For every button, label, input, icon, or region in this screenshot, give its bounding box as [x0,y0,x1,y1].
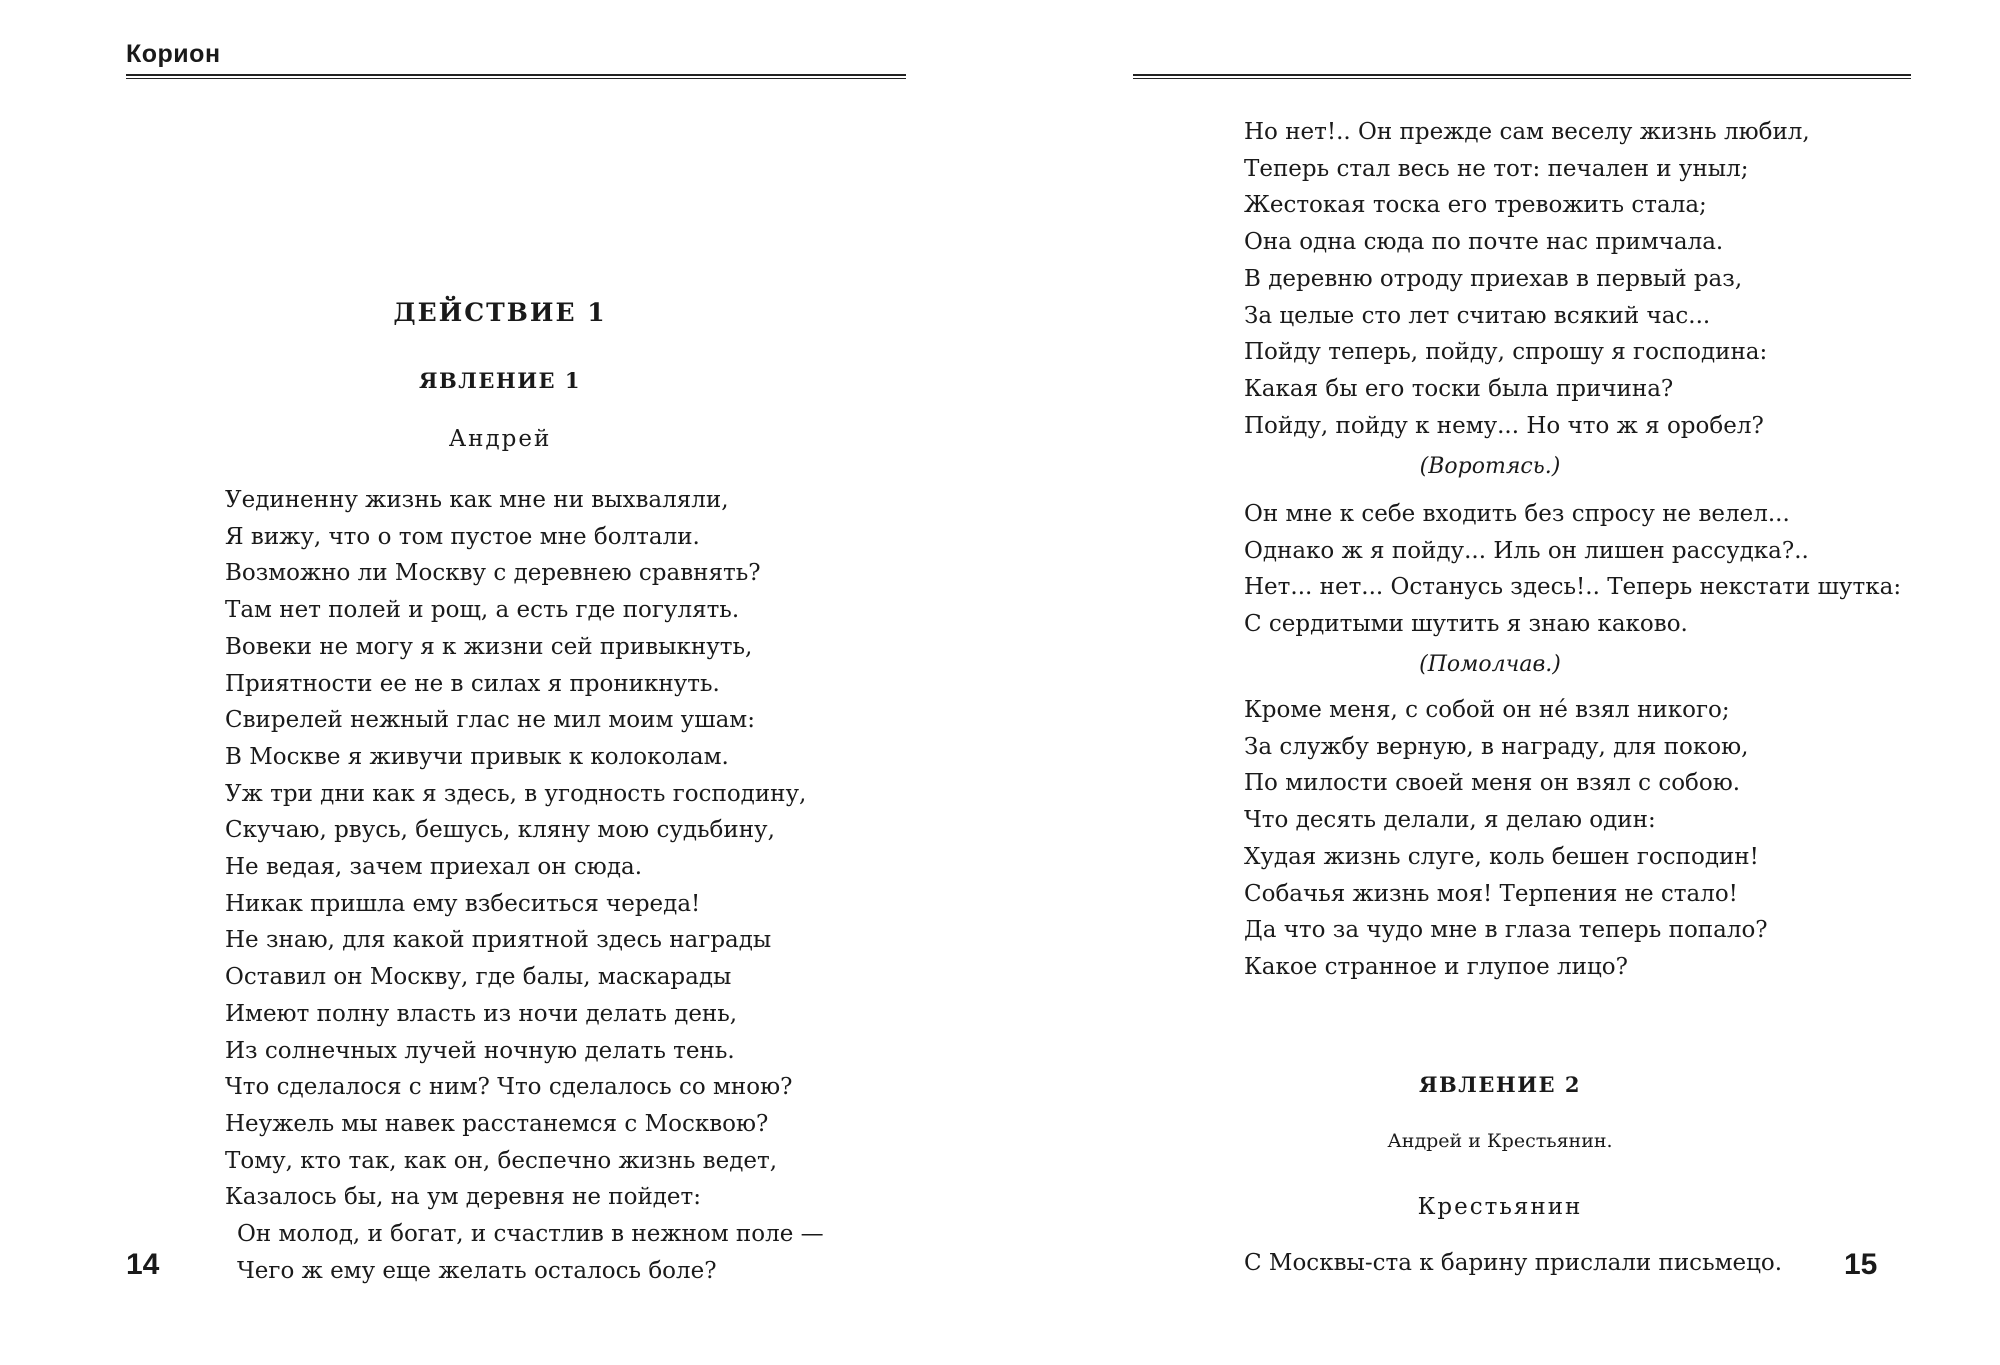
verse-line: По милости своей меня он взял с собою. [1244,770,1741,797]
page-number: 14 [126,1248,160,1281]
verse-line: Из солнечных лучей ночную делать тень. [225,1037,735,1064]
verse-line: Она одна сюда по почте нас примчала. [1244,229,1724,256]
cast-line: Андрей и Крестьянин. [1387,1130,1613,1152]
verse-line: Что сделалося с ним? Что сделалось со мною? [225,1074,793,1101]
verse-line: Вовеки не могу я к жизни сей привыкнуть, [225,633,753,660]
verse-line: Чего ж ему еще желать осталось боле? [237,1257,717,1284]
verse-line: Пойду теперь, пойду, спрошу я господина: [1244,339,1768,366]
verse-line: Тому, кто так, как он, беспечно жизнь ведет, [225,1147,778,1174]
verse-line: Скучаю, рвусь, бешусь, кляну мою судьбину, [225,817,775,844]
stage-direction: (Помолчав.) [1419,652,1561,677]
verse-line: Худая жизнь слуге, коль бешен господин! [1244,843,1759,870]
verse-block [1244,114,1810,444]
verse-line: Имеют полну власть из ночи делать день, [225,1000,738,1027]
verse-block-tail [237,1216,824,1289]
verse-line: Уединенну жизнь как мне ни выхваляли, [225,487,729,513]
verse-line: Там нет полей и рощ, а есть где погулять. [225,597,740,624]
verse-line: Уж три дни как я здесь, в угодность господину, [225,780,807,807]
verse-line: Но нет!.. Он прежде сам веселу жизнь любил, [1244,119,1810,145]
header-rule [126,74,906,79]
verse-line: Пойду, пойду к нему... Но что ж я оробел? [1244,412,1764,439]
verse-line: Не знаю, для какой приятной здесь награды [225,927,772,954]
verse-line: Он молод, и богат, и счастлив в нежном поле — [237,1221,824,1247]
verse-line: За целые сто лет считаю всякий час... [1244,302,1711,329]
verse-block [1244,496,1901,643]
verse-line: Я вижу, что о том пустое мне болтали. [225,523,700,550]
scene-title: ЯВЛЕНИЕ 2 [1419,1072,1581,1097]
verse-line: Теперь стал весь не тот: печален и уныл; [1244,155,1749,182]
verse-line: Оставил он Москву, где балы, маскарады [225,964,732,991]
running-head: Корион [126,40,221,68]
verse-line: Да что за чудо мне в глаза теперь попало? [1244,917,1768,944]
verse-line: Что десять делали, я делаю один: [1244,807,1656,834]
verse-line: За службу верную, в награду, для покою, [1244,733,1749,760]
verse-line: Однако ж я пойду... Иль он лишен рассудка?.. [1244,537,1809,564]
verse-line: С Москвы-ста к барину прислали письмецо. [1244,1250,1783,1276]
verse-line: Жестокая тоска его тревожить стала; [1244,192,1707,219]
speaker-name: Андрей [448,426,552,452]
verse-line: Он мне к себе входить без спросу не велел... [1244,501,1790,527]
verse-line: Какое странное и глупое лицо? [1244,953,1628,980]
verse-line: Возможно ли Москву с деревнею сравнять? [225,560,761,587]
speaker-name: Крестьянин [1417,1194,1583,1220]
stage-direction: (Воротясь.) [1419,454,1561,479]
verse-line: Какая бы его тоски была причина? [1244,375,1674,402]
act-title: ДЕЙСТВИЕ 1 [393,298,607,327]
verse-line: Кроме меня, с собой он не́ взял никого; [1244,697,1730,723]
verse-line: Свирелей нежный глас не мил моим ушам: [225,707,755,734]
verse-line: В деревню отроду приехав в первый раз, [1244,265,1743,292]
scene-title: ЯВЛЕНИЕ 1 [419,368,581,393]
verse-line: Казалось бы, на ум деревня не пойдет: [225,1184,702,1211]
page-number: 15 [1844,1248,1878,1281]
verse-line: Неужель мы навек расстанемся с Москвою? [225,1110,769,1137]
header-rule [1133,74,1911,79]
right-page [1000,0,2000,1365]
verse-block [1244,692,1768,986]
verse-block [225,482,806,1216]
verse-line: Приятности ее не в силах я проникнуть. [225,670,720,697]
verse-line: Нет... нет... Останусь здесь!.. Теперь некстати шутка: [1244,574,1902,601]
verse-line: Собачья жизнь моя! Терпения не стало! [1244,880,1738,907]
verse-line: Никак пришла ему взбеситься череда! [225,890,701,917]
verse-line: В Москве я живучи привык к колоколам. [225,743,729,770]
verse-line: С сердитыми шутить я знаю каково. [1244,611,1688,638]
verse-line: Не ведая, зачем приехал он сюда. [225,854,642,881]
